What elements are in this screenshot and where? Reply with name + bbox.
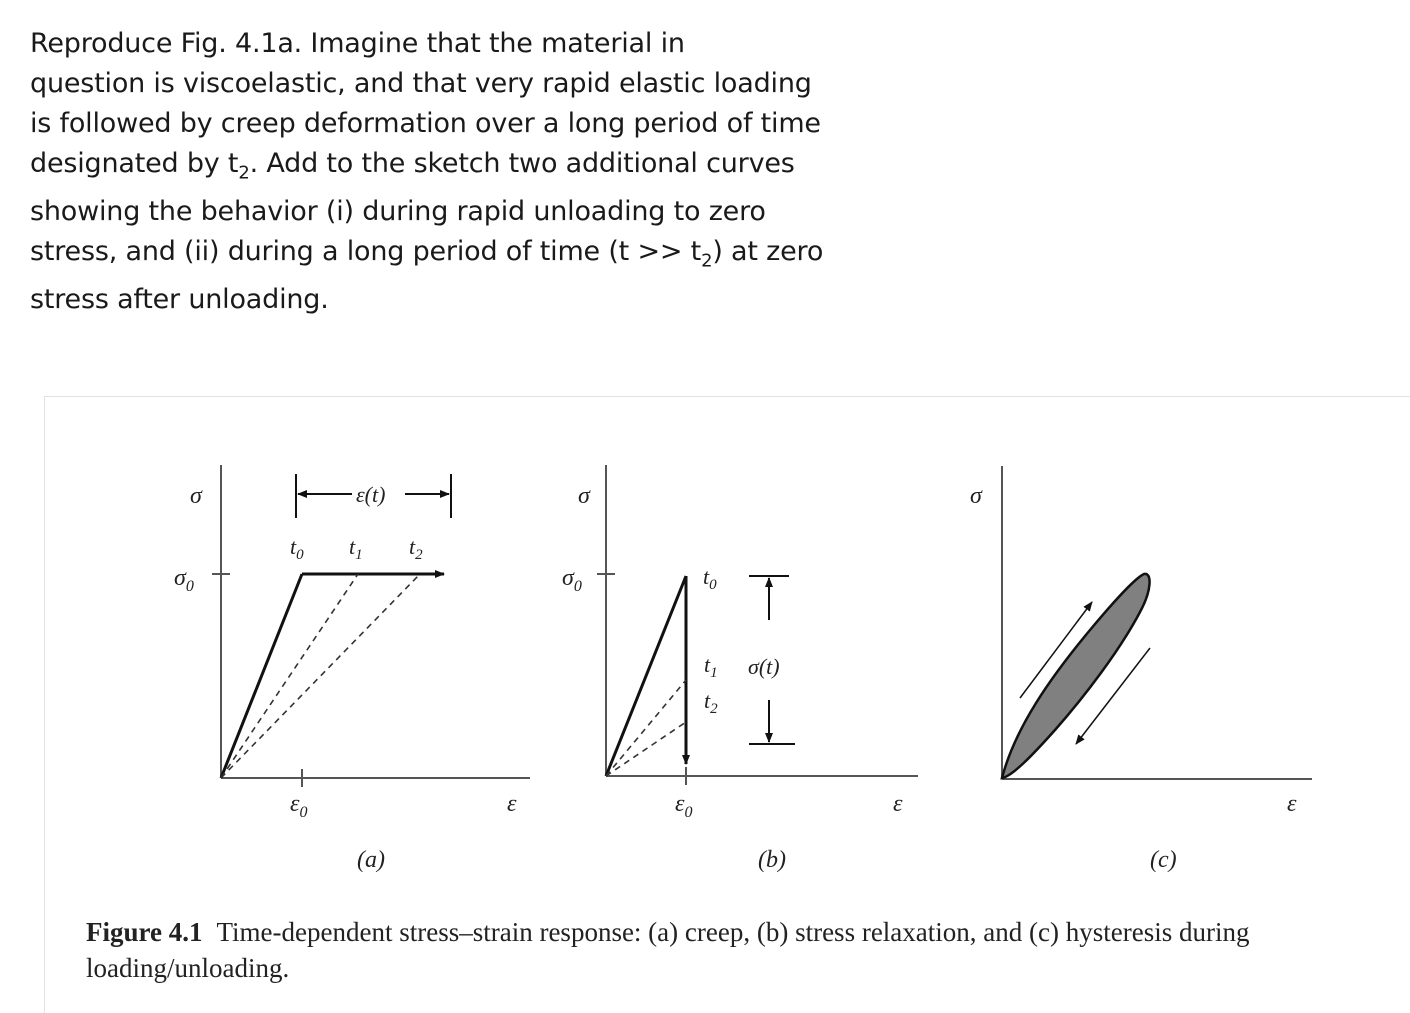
panel-b-stress-span-label: σ(t) (748, 654, 780, 679)
problem-line-3: is followed by creep deformation over a long period of time (30, 108, 821, 139)
panel-b-time-t2: $t_2$ (704, 688, 718, 717)
panel-b-y-axis-label: σ (578, 483, 590, 509)
panel-b-stress-relaxation (562, 465, 918, 873)
panel-b-label: (b) (758, 847, 786, 873)
caption-figure-number: Figure 4.1 (86, 917, 203, 947)
caption-text-1: Time-dependent stress–strain response: (a) creep, (b) stress relaxation, and (c) hysteresis during (216, 917, 1250, 947)
problem-line-2: question is viscoelastic, and that very rapid elastic loading (30, 68, 812, 99)
panel-a-x-axis-label: ε (507, 791, 517, 817)
panel-a-time-t0: $t_0$ (290, 534, 304, 563)
panel-c-hysteresis-loop (1002, 574, 1150, 778)
panel-a-creep (174, 465, 530, 873)
panel-b-time-t0: $t_0$ (703, 564, 717, 593)
panel-b-stress-tick-label: $\sigma_0$ (562, 565, 582, 595)
panel-a-strain-tick-label: $\varepsilon_0$ (290, 791, 308, 821)
figure-caption (86, 914, 1346, 986)
panel-c-hysteresis (970, 466, 1312, 873)
panel-b-time-t1: $t_1$ (704, 652, 718, 681)
panel-a-time-t1: $t_1$ (349, 534, 363, 563)
caption-line-2: loading/unloading. (86, 953, 290, 983)
panel-a-label: (a) (357, 847, 385, 873)
problem-line-1: Reproduce Fig. 4.1a. Imagine that the material in (30, 28, 685, 59)
panel-b-loading-line (606, 576, 686, 776)
problem-line-5: showing the behavior (i) during rapid unloading to zero (30, 196, 766, 227)
panel-a-dashed-t2 (221, 574, 420, 778)
panel-a-time-t2: $t_2$ (409, 534, 423, 563)
caption-line-1 (86, 914, 1346, 950)
panel-c-y-axis-label: σ (970, 483, 982, 509)
problem-line-6: stress, and (ii) during a long period of time $(t >> t_2)$ at zero (30, 236, 824, 272)
problem-line-4: designated by $t_2$. Add to the sketch two additional curves (30, 148, 795, 184)
panel-b-strain-tick-label: $\varepsilon_0$ (675, 791, 693, 821)
panel-c-label: (c) (1150, 847, 1177, 873)
panel-a-y-axis-label: σ (190, 483, 202, 509)
problem-line-7: stress after unloading. (30, 284, 329, 315)
panel-a-stress-tick-label: $\sigma_0$ (174, 565, 194, 595)
panel-b-dashed-t1 (606, 680, 686, 776)
panel-c-x-axis-label: ε (1287, 791, 1297, 817)
panel-a-strain-span-label: ε(t) (356, 482, 386, 507)
panel-b-x-axis-label: ε (893, 791, 903, 817)
